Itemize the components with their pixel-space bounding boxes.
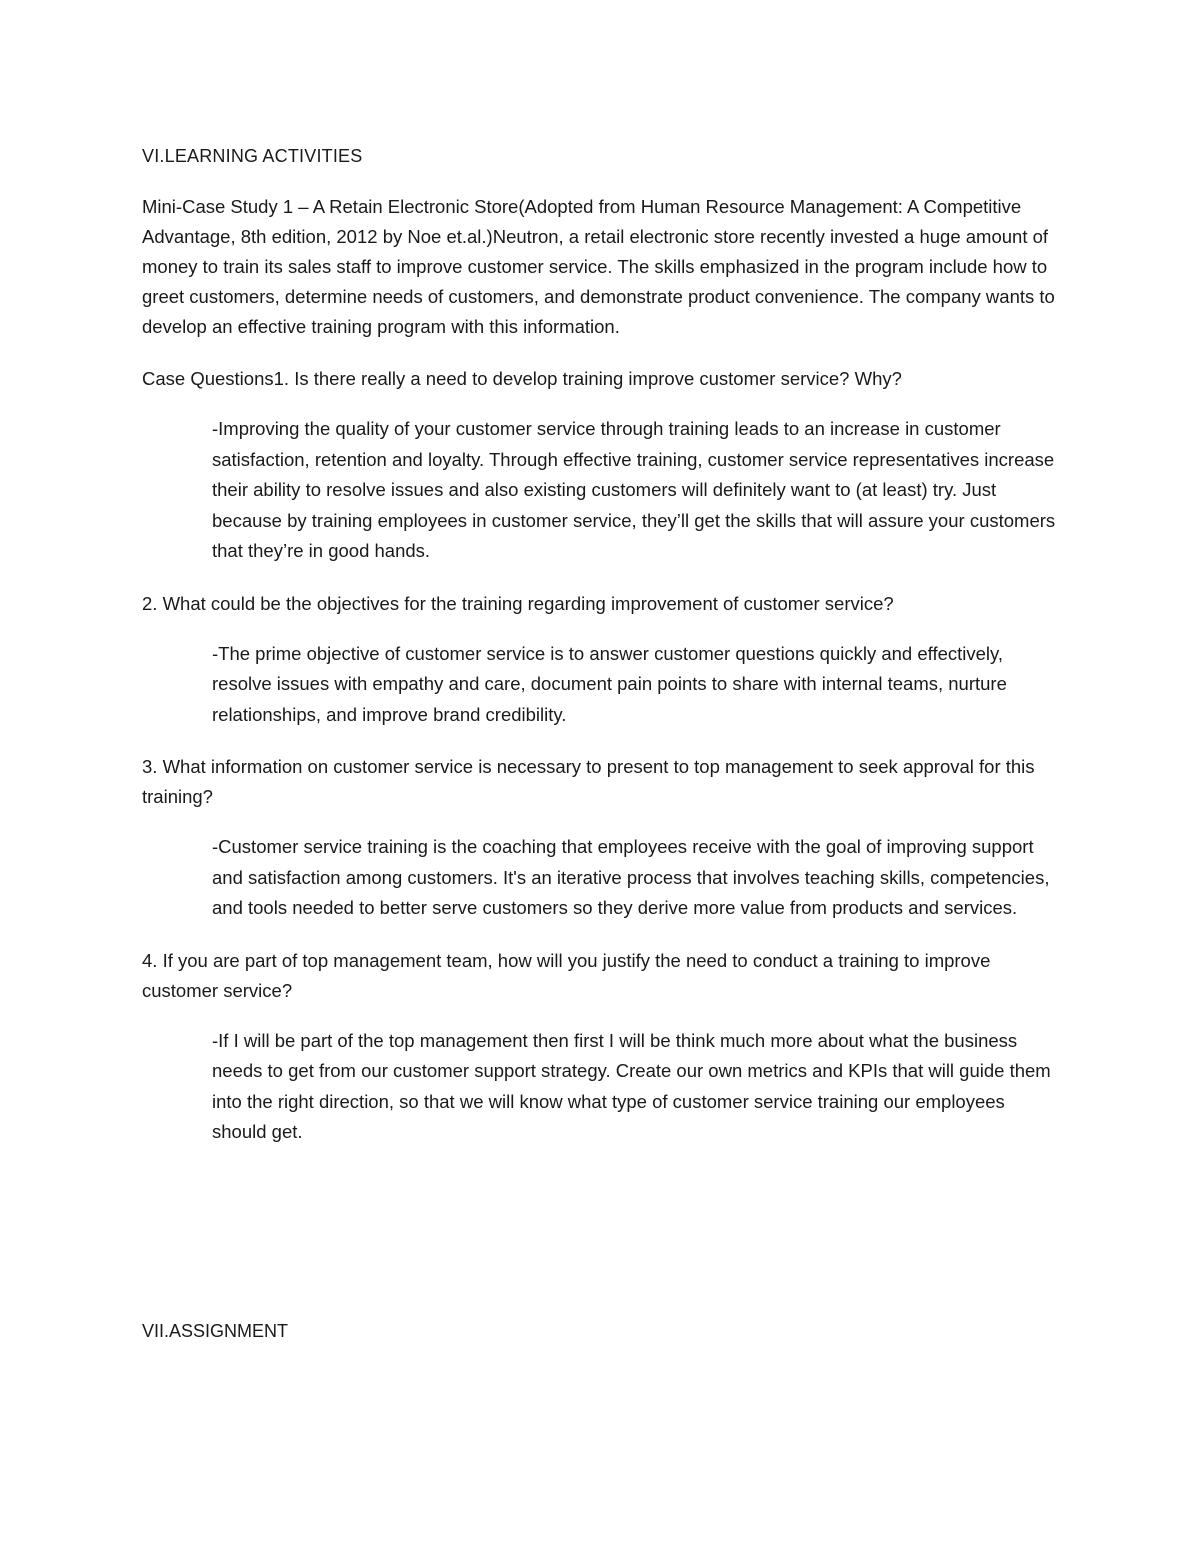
question-1: Case Questions1. Is there really a need to develop training improve customer service? Why? — [142, 368, 902, 389]
section-heading: VI.LEARNING ACTIVITIES — [142, 146, 363, 166]
answer-4: -If I will be part of the top management then first I will be think much more about what the business needs to get from our customer support strategy. Create our own metrics and KPIs that will guide them into the right direction, so that we will know what type of customer service training our employees should get. — [212, 1029, 1051, 1142]
answer-2: -The prime objective of customer service is to answer customer questions quickly and effectively, resolve issues with empathy and care, document pain points to share with internal teams, nurture relationships, and improve brand credibility. — [212, 642, 1007, 725]
question-3: 3. What information on customer service is necessary to present to top management to seek approval for this training? — [142, 756, 1035, 807]
assignment-heading: VII.ASSIGNMENT — [142, 1321, 289, 1341]
question-4: 4. If you are part of top management team, how will you justify the need to conduct a training to improve customer service? — [142, 949, 991, 1001]
answer-1: -Improving the quality of your customer service through training leads to an increase in customer satisfaction, retention and loyalty. Through effective training, customer service representatives increase their ability to resolve issues and also existing customers will definitely want to (at least) try. Just because by training employees in customer service, they’ll get the skills that will assure your customers that they’re in good hands. — [212, 418, 1056, 561]
intro-paragraph: Mini-Case Study 1 – A Retain Electronic Store(Adopted from Human Resource Management: A Competitive Advantage, 8th edition, 2012 by Noe et.al.)Neutron, a retail electronic store recently invested a huge amount of money to train its sales staff to improve customer service. The skills emphasized in the program include how to greet customers, determine needs of customers, and demonstrate product convenience. The company wants to develop an effective training program with this information. — [142, 196, 1055, 337]
question-2: 2. What could be the objectives for the training regarding improvement of customer service? — [142, 592, 894, 614]
answer-3: -Customer service training is the coaching that employees receive with the goal of improving support and satisfaction among customers. It's an iterative process that involves teaching skills, competencies, and tools needed to better serve customers so they derive more value from products and services. — [212, 836, 1050, 918]
